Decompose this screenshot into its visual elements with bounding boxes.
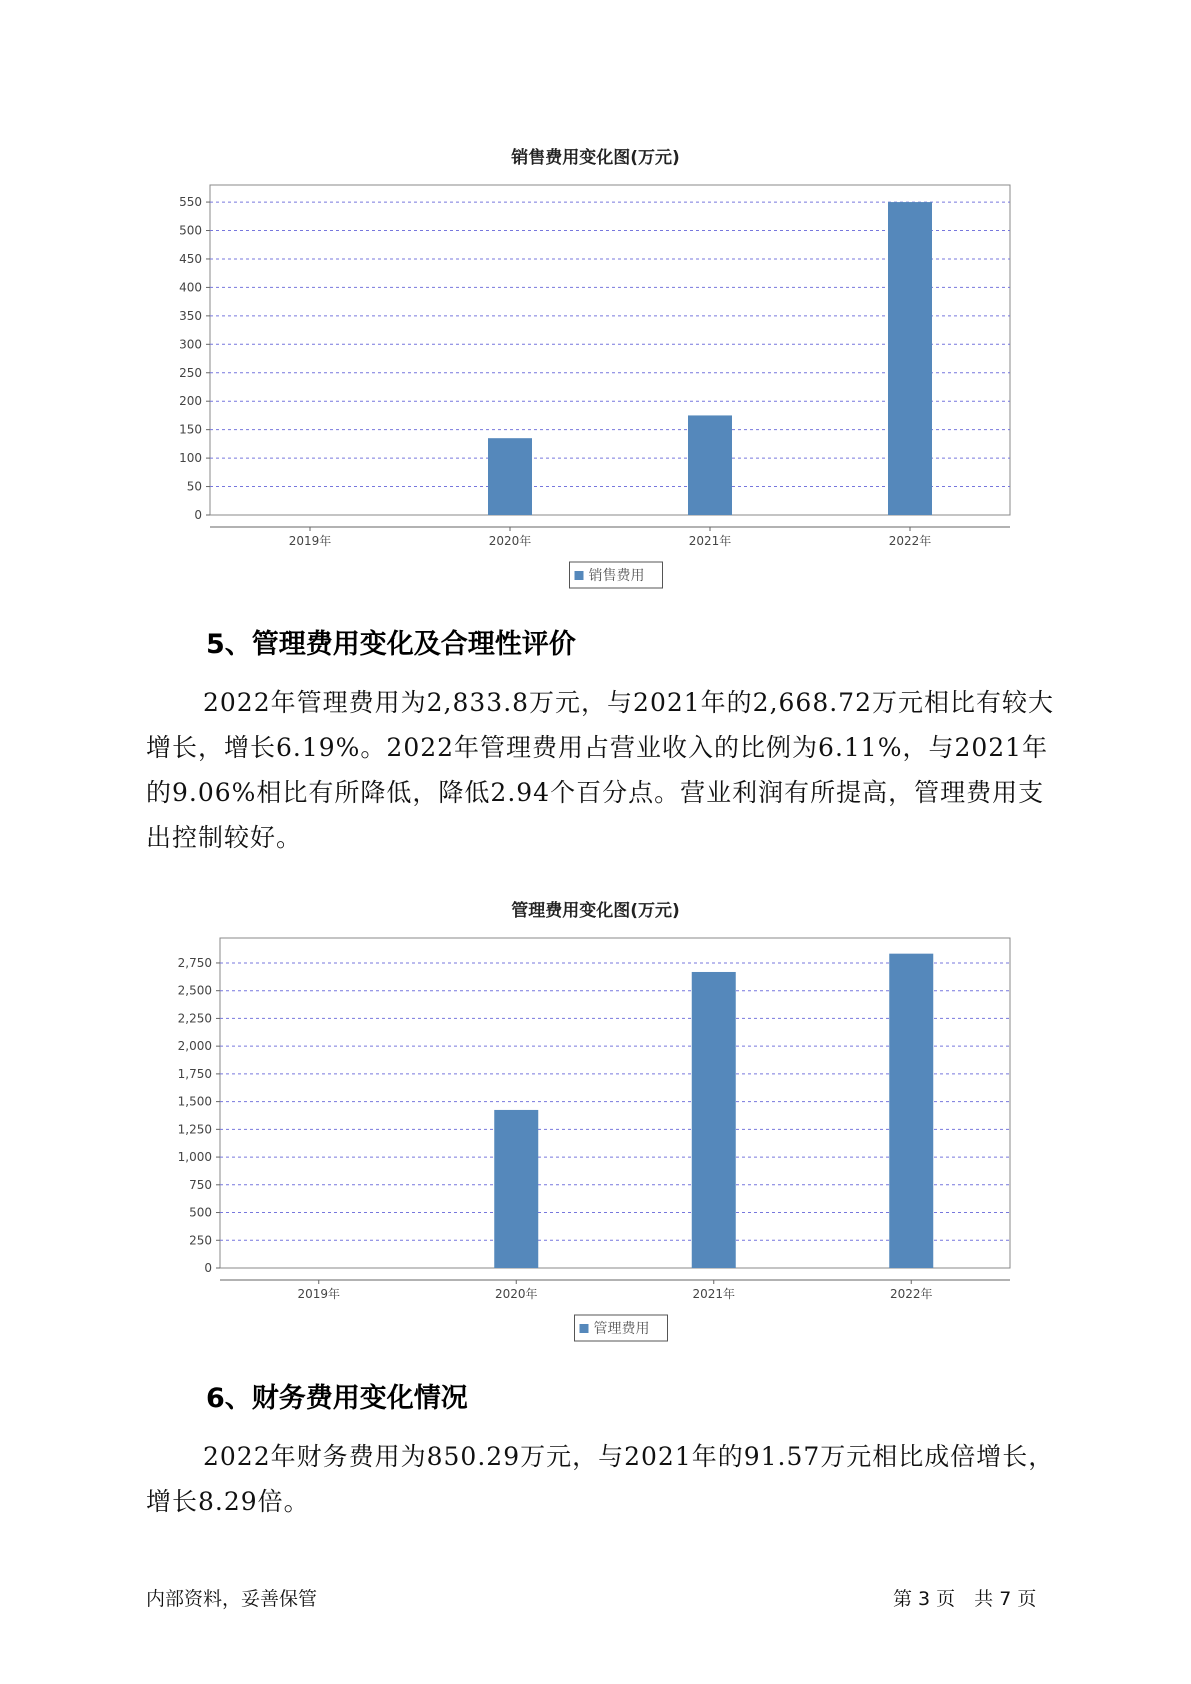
x-tick-label: 2020年 xyxy=(494,1287,538,1301)
y-tick-label: 350 xyxy=(179,308,202,323)
y-tick-label: 2,500 xyxy=(177,983,212,998)
legend-swatch xyxy=(575,571,584,580)
x-tick-label: 2020年 xyxy=(488,534,532,548)
y-tick-label: 400 xyxy=(179,280,202,295)
y-tick-label: 1,250 xyxy=(177,1122,212,1137)
y-tick-label: 100 xyxy=(179,451,202,466)
mgmt-paragraph: 2022年管理费用为2,833.8万元，与2021年的2,668.72万元相比有较大增长，增长6.19%。2022年管理费用占营业收入的比例为6.11%，与2021年的9.06%相比有所降低，降低2.94个百分点。营业利润有所提高，管理费用支出控制较好。 xyxy=(146,688,1054,852)
x-tick-label: 2022年 xyxy=(889,1287,933,1301)
sales-chart-title: 销售费用变化图(万元) xyxy=(511,148,680,168)
y-tick-label: 1,500 xyxy=(177,1094,212,1109)
y-tick-label: 2,750 xyxy=(177,955,212,970)
bar xyxy=(888,202,932,515)
y-tick-label: 0 xyxy=(194,508,202,522)
y-tick-label: 550 xyxy=(179,195,202,210)
y-tick-label: 250 xyxy=(179,365,202,380)
mgmt-expense-chart xyxy=(0,923,1191,1363)
sales-expense-chart xyxy=(0,170,1191,610)
y-tick-label: 1,750 xyxy=(177,1066,212,1081)
x-tick-label: 2022年 xyxy=(888,534,932,548)
y-tick-label: 500 xyxy=(189,1205,212,1220)
y-tick-label: 450 xyxy=(179,251,202,266)
finance-paragraph: 2022年财务费用为850.29万元，与2021年的91.57万元相比成倍增长，增长8.29倍。 xyxy=(146,1442,1055,1516)
x-tick-label: 2021年 xyxy=(692,1287,736,1301)
x-tick-label: 2019年 xyxy=(297,1287,341,1301)
y-tick-label: 200 xyxy=(179,394,202,409)
section-heading-finance: 6、财务费用变化情况 xyxy=(206,1383,468,1414)
y-tick-label: 300 xyxy=(179,337,202,352)
y-tick-label: 50 xyxy=(186,479,202,494)
y-tick-label: 2,000 xyxy=(177,1039,212,1054)
footer-page-number: 第 3 页 共 7 页 xyxy=(893,1588,1037,1610)
y-tick-label: 1,000 xyxy=(177,1150,212,1165)
legend-label: 销售费用 xyxy=(588,568,645,584)
legend-swatch xyxy=(580,1324,589,1333)
bar xyxy=(889,954,933,1268)
footer-confidential: 内部资料，妥善保管 xyxy=(146,1588,318,1610)
y-tick-label: 750 xyxy=(189,1177,212,1192)
bar xyxy=(488,438,532,515)
legend-label: 管理费用 xyxy=(593,1321,650,1337)
bar xyxy=(688,415,732,515)
bar xyxy=(692,972,736,1268)
y-tick-label: 0 xyxy=(204,1261,212,1275)
y-tick-label: 500 xyxy=(179,223,202,238)
mgmt-chart-title: 管理费用变化图(万元) xyxy=(511,901,680,921)
section-heading-mgmt: 5、管理费用变化及合理性评价 xyxy=(206,629,576,660)
y-tick-label: 2,250 xyxy=(177,1011,212,1026)
x-tick-label: 2021年 xyxy=(688,534,732,548)
x-tick-label: 2019年 xyxy=(288,534,332,548)
bar xyxy=(494,1110,538,1268)
y-tick-label: 150 xyxy=(179,422,202,437)
y-tick-label: 250 xyxy=(189,1233,212,1248)
